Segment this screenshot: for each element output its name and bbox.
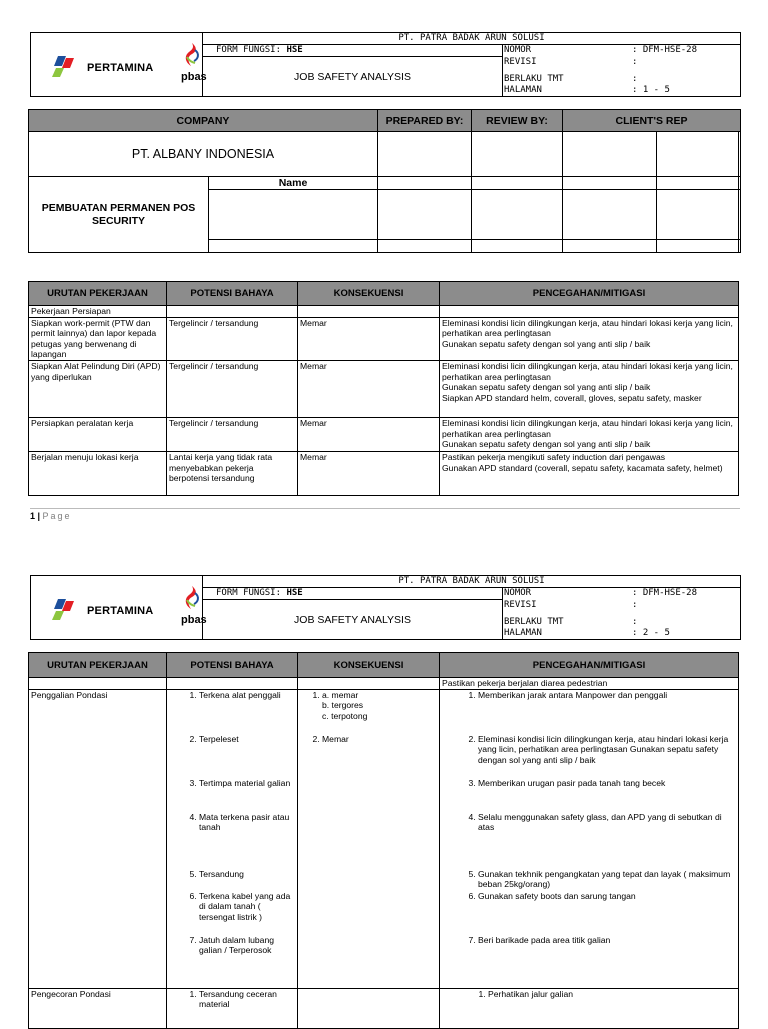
cell-urutan: Berjalan menuju lokasi kerja [29, 451, 167, 495]
col-review: REVIEW BY: [472, 110, 563, 132]
th-pencegahan: PENCEGAHAN/MITIGASI [440, 653, 739, 678]
form-fungsi: FORM FUNGSI: HSE [203, 588, 503, 600]
table-row [29, 689, 739, 988]
table-row [29, 317, 739, 360]
cell-konsekuensi: Memar [298, 451, 440, 495]
cell-konsekuensi: Memar [298, 317, 440, 360]
col-client: CLIENT'S REP [563, 110, 741, 132]
client-cell-2 [657, 132, 739, 177]
footer-divider [30, 508, 740, 509]
review-cell [472, 132, 563, 177]
cell-pencegahan: Eleminasi kondisi licin dilingkungan kerja, atau hindari lokasi kerja yang licin, perhatikan area perlingtasan Gunakan sepatu safety dengan sol yang anti slip / baik Siapkan APD standard helm, coverall, gloves, sepatu safety, masker [440, 360, 739, 417]
client-cell-3 [739, 132, 741, 177]
company-full-name: PT. PATRA BADAK ARUN SOLUSI [203, 33, 741, 45]
company-full-name: PT. PATRA BADAK ARUN SOLUSI [203, 576, 741, 588]
carry-over-text: Pastikan pekerja berjalan diarea pedestrian [440, 678, 739, 690]
blank [739, 190, 741, 240]
jsa-table-page1 [28, 281, 739, 496]
name-label: Name [209, 177, 378, 190]
blank [209, 240, 378, 253]
th-urutan: URUTAN PEKERJAAN [29, 282, 167, 306]
blank [298, 306, 440, 318]
blank [167, 678, 298, 690]
cell-potensi: Tergelincir / tersandung [167, 317, 298, 360]
blank [739, 177, 741, 190]
company-name: PT. ALBANY INDONESIA [29, 132, 378, 177]
blank [378, 190, 472, 240]
field-nomor: NOMOR : DFM-HSE-28 [503, 45, 741, 57]
job-title: PEMBUATAN PERMANEN POS SECURITY [29, 177, 209, 253]
blank [472, 177, 563, 190]
cell-konsekuensi: Memar [298, 360, 440, 417]
blank [167, 306, 298, 318]
company-info-table [28, 109, 741, 253]
cell-pencegahan: 1. Memberikan jarak antara Manpower dan penggali 2. Eleminasi kondisi licin dilingkungan kerja, atau hindari lokasi kerja yang licin, perhatikan area perlingtasan Gunakan sepatu safety dengan sol yang anti slip / baik 3. Memberikan urugan pasir pada tanah tang becek 4. Selalu menggunakan safety glass, dan APD yang di sebutkan di atas 5. Gunakan tekhnik pengangkatan yang tepat dan layak ( maksimum beban 25kg/orang) 6. Gunakan safety boots dan sarung tangan 7. Beri barikade pada area titik galian [440, 689, 739, 988]
cell-pencegahan: Eleminasi kondisi licin dilingkungan kerja, atau hindari lokasi kerja yang licin, perhatikan area perlingtasan Gunakan sepatu safety dengan sol yang anti slip / baik [440, 417, 739, 451]
cell-potensi: Tergelincir / tersandung [167, 360, 298, 417]
th-urutan: URUTAN PEKERJAAN [29, 653, 167, 678]
cell-potensi: 1. Tersandung ceceran material [167, 988, 298, 1028]
logo-cell [31, 33, 207, 97]
blank [472, 240, 563, 253]
blank [378, 177, 472, 190]
cell-konsekuensi: 1. a. memar b. tergores c. terpotong 2. Memar [298, 689, 440, 988]
blank [440, 306, 739, 318]
blank [472, 190, 563, 240]
logo-sub: pbas [181, 614, 207, 626]
page-footer: 1 | Page [30, 511, 72, 521]
cell-konsekuensi: Memar [298, 417, 440, 451]
jsa-table-page2 [28, 652, 739, 1029]
blank [657, 190, 739, 240]
blank [29, 678, 167, 690]
doc-title: JOB SAFETY ANALYSIS [203, 600, 503, 640]
th-konsekuensi: KONSEKUENSI [298, 282, 440, 306]
prepared-cell [378, 132, 472, 177]
col-company: COMPANY [29, 110, 378, 132]
logo-sub: pbas [181, 71, 207, 83]
blank [209, 190, 378, 240]
cell-pencegahan: Pastikan pekerja mengikuti safety induction dari pengawas Gunakan APD standard (coverall, sepatu safety, kacamata safety, helmet) [440, 451, 739, 495]
field-revisi: REVISI : [503, 600, 741, 617]
blank [657, 240, 739, 253]
blank [739, 240, 741, 253]
page2-doc-header [30, 575, 741, 640]
form-fungsi: FORM FUNGSI: HSE [203, 45, 503, 57]
field-berlaku: BERLAKU TMT : [503, 617, 741, 628]
field-halaman: HALAMAN : 1 - 5 [503, 85, 741, 97]
blank [657, 177, 739, 190]
field-berlaku: BERLAKU TMT : [503, 74, 741, 85]
field-revisi: REVISI : [503, 57, 741, 74]
cell-urutan: Persiapkan peralatan kerja [29, 417, 167, 451]
col-prepared: PREPARED BY: [378, 110, 472, 132]
th-potensi: POTENSI BAHAYA [167, 282, 298, 306]
pbas-flame-icon [183, 585, 201, 611]
cell-urutan: Penggalian Pondasi [29, 689, 167, 988]
blank [563, 240, 657, 253]
logo-text: PERTAMINA [87, 62, 154, 74]
doc-title: JOB SAFETY ANALYSIS [203, 57, 503, 97]
cell-konsekuensi [298, 988, 440, 1028]
cell-urutan: Siapkan work-permit (PTW dan permit lainnya) dan lapor kepada petugas yang berwenang di lapangan [29, 317, 167, 360]
th-potensi: POTENSI BAHAYA [167, 653, 298, 678]
cell-potensi: 1. Terkena alat penggali 2. Terpeleset 3. Tertimpa material galian 4. Mata terkena pasir atau tanah 5. Tersandung 6. Terkena kabel yang ada di dalam tanah ( tersengat listrik ) 7. Jatuh dalam lubang galian / Terperosok [167, 689, 298, 988]
blank [378, 240, 472, 253]
table-row [29, 451, 739, 495]
table-row [29, 988, 739, 1028]
client-cell-1 [563, 132, 657, 177]
cell-potensi: Tergelincir / tersandung [167, 417, 298, 451]
blank [563, 177, 657, 190]
table-row [29, 417, 739, 451]
cell-urutan: Siapkan Alat Pelindung Diri (APD) yang diperlukan [29, 360, 167, 417]
blank [298, 678, 440, 690]
th-konsekuensi: KONSEKUENSI [298, 653, 440, 678]
logo-cell [31, 576, 207, 640]
th-pencegahan: PENCEGAHAN/MITIGASI [440, 282, 739, 306]
pertamina-logo-icon [52, 54, 84, 78]
pertamina-logo-icon [52, 597, 84, 621]
section-label: Pekerjaan Persiapan [29, 306, 167, 318]
blank [563, 190, 657, 240]
page1-doc-header [30, 32, 741, 97]
field-nomor: NOMOR : DFM-HSE-28 [503, 588, 741, 600]
cell-pencegahan: 1. Perhatikan jalur galian [440, 988, 739, 1028]
table-row [29, 360, 739, 417]
logo-text: PERTAMINA [87, 605, 154, 617]
cell-pencegahan: Eleminasi kondisi licin dilingkungan kerja, atau hindari lokasi kerja yang licin, perhatikan area perlingtasan Gunakan sepatu safety dengan sol yang anti slip / baik [440, 317, 739, 360]
pbas-flame-icon [183, 42, 201, 68]
cell-urutan: Pengecoran Pondasi [29, 988, 167, 1028]
field-halaman: HALAMAN : 2 - 5 [503, 628, 741, 640]
cell-potensi: Lantai kerja yang tidak rata menyebabkan pekerja berpotensi tersandung [167, 451, 298, 495]
